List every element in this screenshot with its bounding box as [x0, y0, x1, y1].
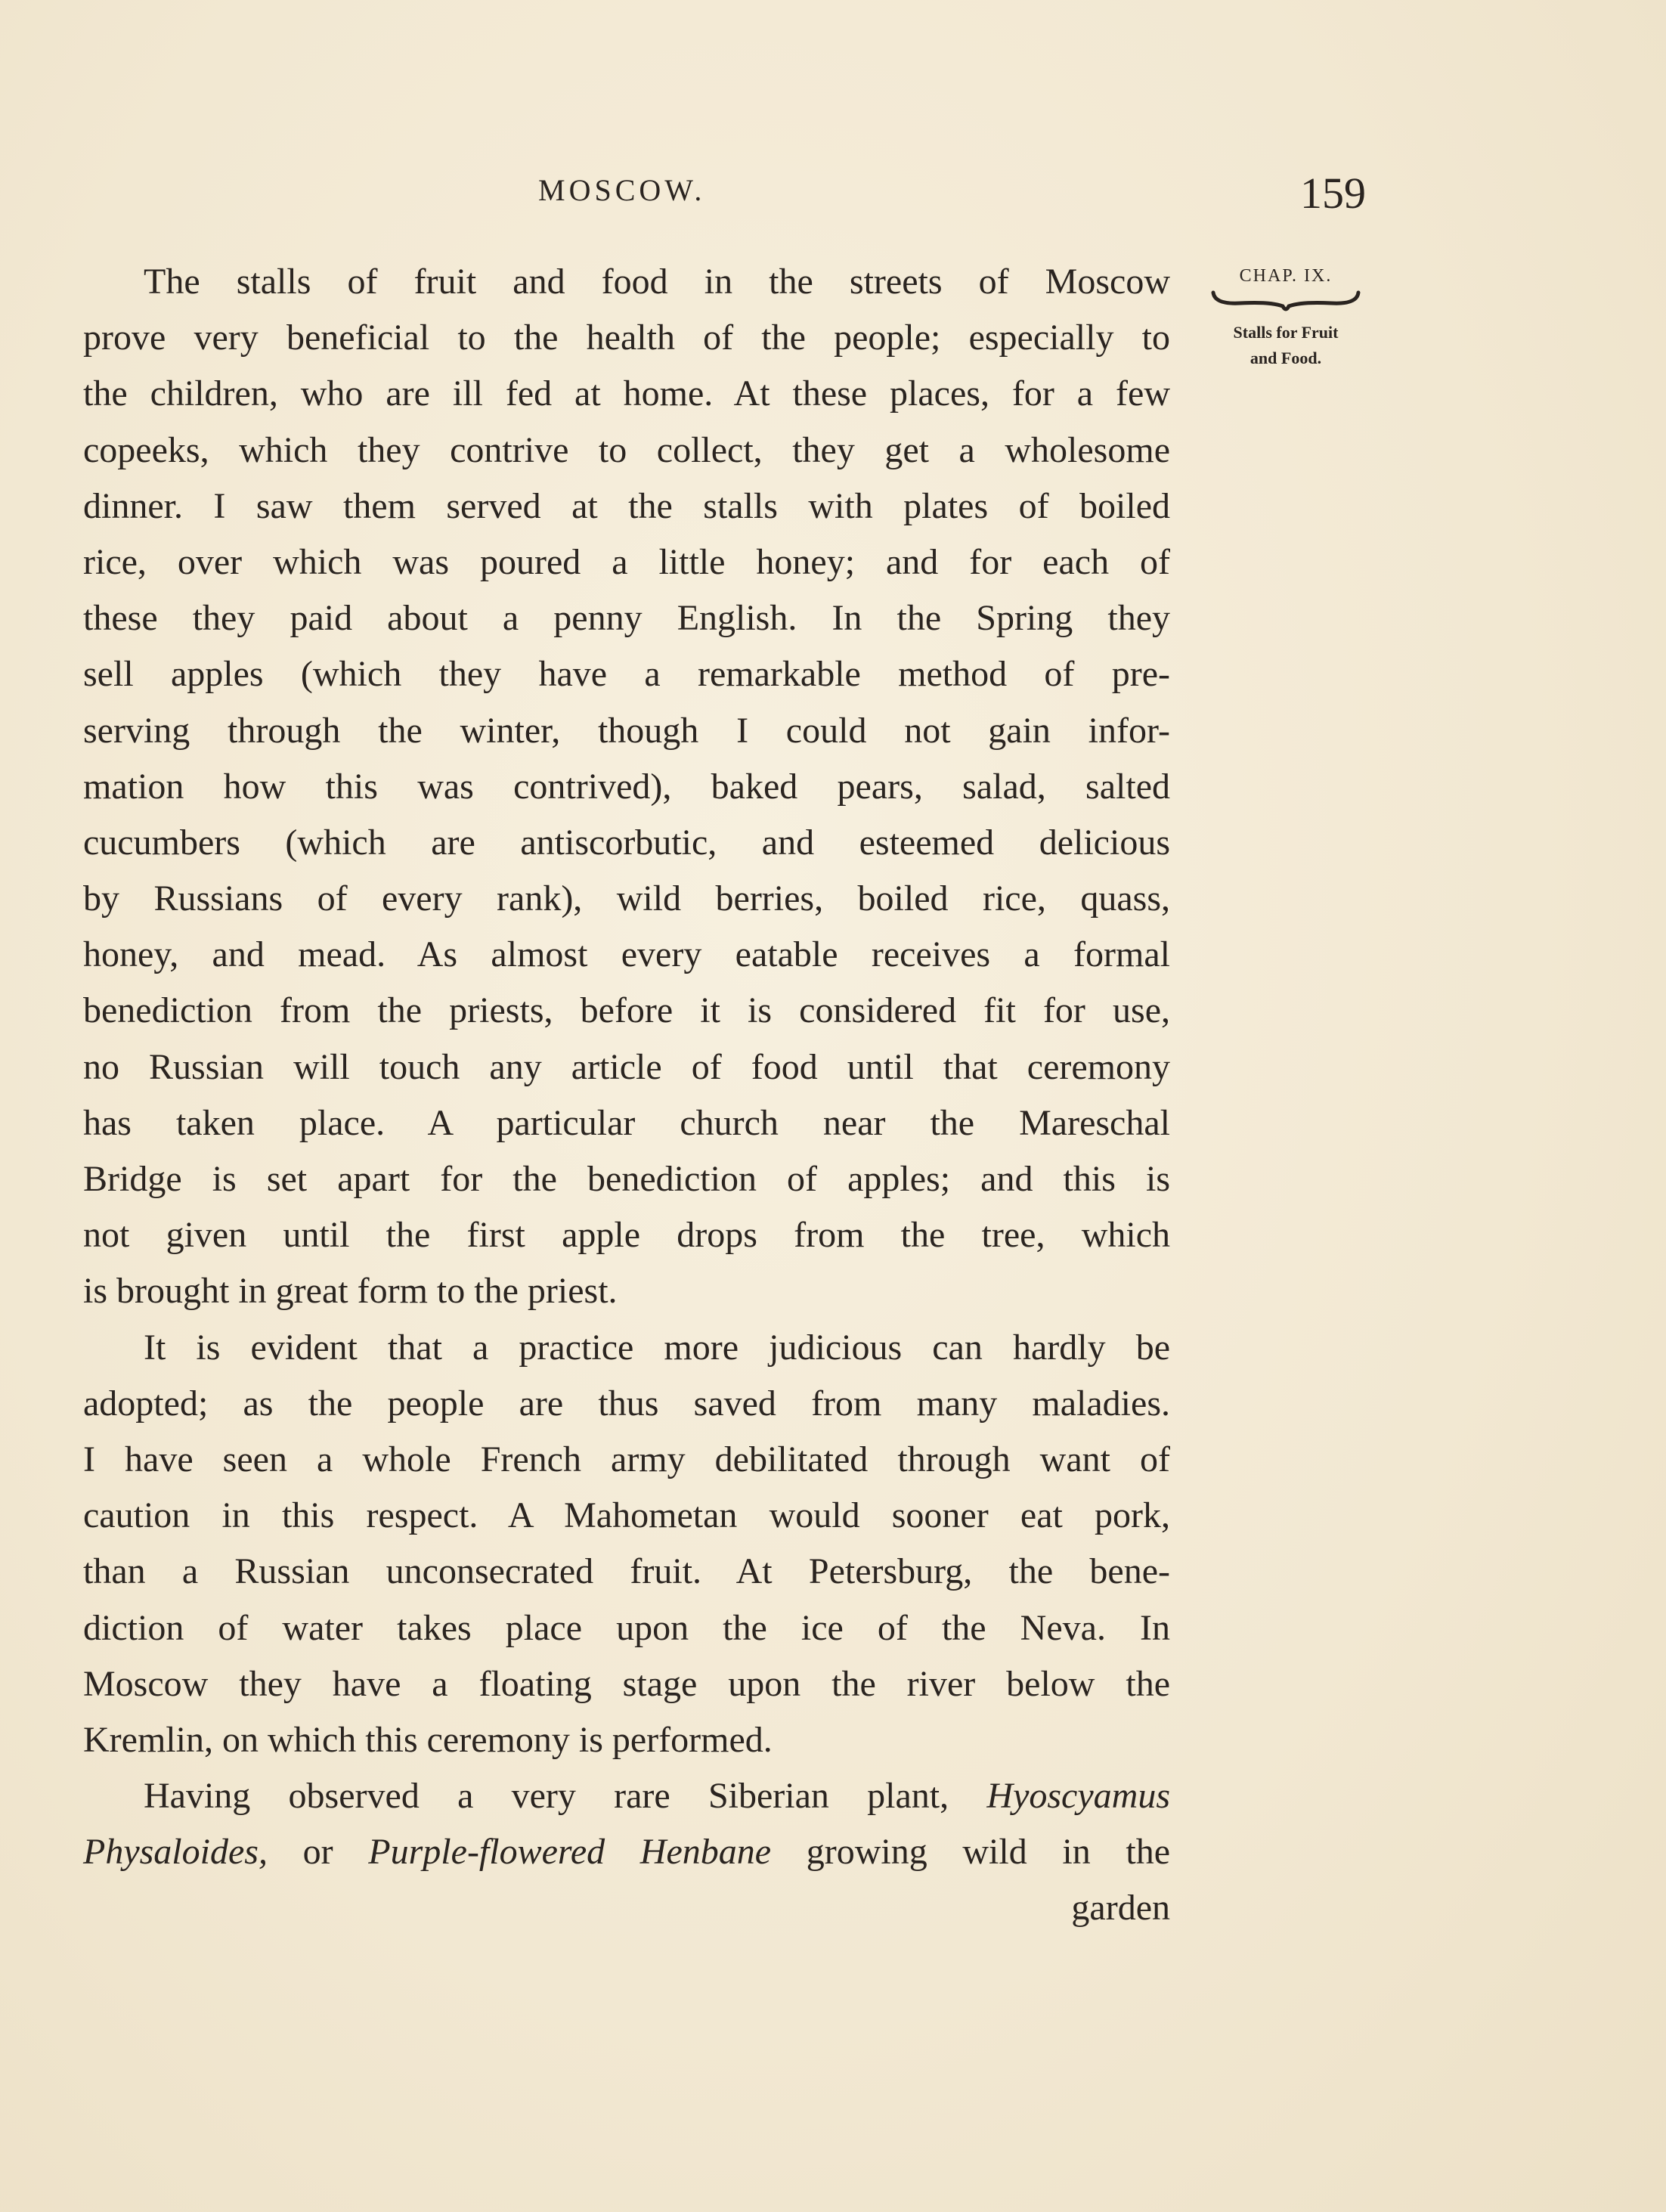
text-line: no Russian will touch any article of food until that ceremony — [83, 1046, 1170, 1087]
text-line: benediction from the priests, before it is considered fit for use, — [83, 990, 1170, 1031]
running-head: MOSCOW. — [538, 173, 706, 207]
text-line: diction of water takes place upon the ice of the Neva. In — [83, 1607, 1170, 1648]
chapter-label: CHAP. IX. — [1239, 266, 1333, 286]
text-line: The stalls of fruit and food in the streets of Moscow — [144, 262, 1170, 302]
text-line: I have seen a whole French army debilitated through want of — [83, 1439, 1170, 1479]
text-line: mation how this was contrived), baked pears, salad, salted — [83, 766, 1170, 807]
text-line: copeeks, which they contrive to collect, they get a wholesome — [83, 429, 1170, 470]
text-line — [83, 1768, 1170, 1824]
catchword: garden — [1071, 1888, 1170, 1929]
text-line: than a Russian unconsecrated fruit. At Petersburg, the bene- — [83, 1551, 1170, 1592]
italic-term: Purple-flowered Henbane — [368, 1832, 772, 1873]
body-text — [83, 254, 1170, 1937]
text-segment: Having observed a very rare Siberian plant, — [144, 1776, 949, 1817]
sidenote-line-2: and Food. — [1250, 349, 1322, 367]
italic-term: Physaloides, — [83, 1832, 268, 1873]
text-line: caution in this respect. A Mahometan would sooner eat pork, — [83, 1495, 1170, 1536]
text-line: honey, and mead. As almost every eatable receives a formal — [83, 934, 1170, 975]
text-line: is brought in great form to the priest. — [83, 1271, 618, 1312]
text-line: prove very beneficial to the health of the people; especially to — [83, 318, 1170, 358]
text-segment: or — [302, 1832, 333, 1873]
text-line: dinner. I saw them served at the stalls with plates of boiled — [83, 485, 1170, 526]
page-number: 159 — [1300, 169, 1366, 218]
text-line: sell apples (which they have a remarkable method of pre- — [83, 654, 1170, 695]
sidenote-line-1: Stalls for Fruit — [1233, 323, 1339, 342]
text-line: the children, who are ill fed at home. At these places, for a few — [83, 373, 1170, 414]
text-line: by Russians of every rank), wild berries, boiled rice, quass, — [83, 878, 1170, 919]
text-line: cucumbers (which are antiscorbutic, and esteemed delicious — [83, 822, 1170, 863]
text-line: adopted; as the people are thus saved from many maladies. — [83, 1383, 1170, 1424]
italic-term: Hyoscyamus — [986, 1776, 1171, 1817]
text-line: rice, over which was poured a little honey; and for each of — [83, 541, 1170, 582]
text-line: Kremlin, on which this ceremony is performed. — [83, 1719, 773, 1760]
text-line: Moscow they have a floating stage upon the river below the — [83, 1663, 1170, 1704]
text-line: It is evident that a practice more judicious can hardly be — [144, 1327, 1170, 1368]
curly-brace-ornament — [1210, 290, 1361, 315]
text-line: not given until the first apple drops from the tree, which — [83, 1215, 1170, 1256]
text-line: has taken place. A particular church near the Mareschal — [83, 1102, 1170, 1143]
margin-note — [1206, 266, 1365, 371]
text-line: these they paid about a penny English. In the Spring they — [83, 598, 1170, 639]
text-segment: growing wild in the — [806, 1832, 1171, 1873]
text-line: Bridge is set apart for the benediction of apples; and this is — [83, 1159, 1170, 1199]
text-line: serving through the winter, though I could not gain infor- — [83, 710, 1170, 751]
text-line — [83, 1824, 1170, 1880]
